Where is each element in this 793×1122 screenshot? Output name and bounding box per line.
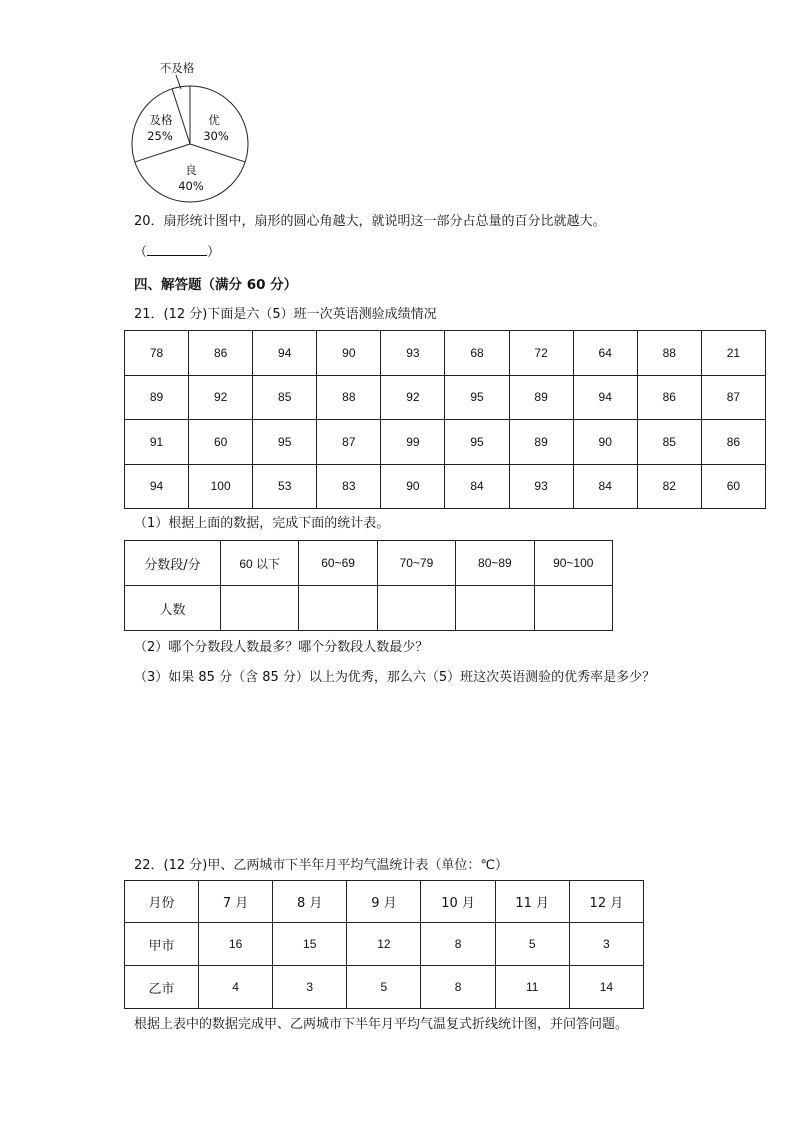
score-cell: 86 <box>189 331 253 376</box>
stat-header-row <box>125 541 613 586</box>
score-cell: 64 <box>573 331 637 376</box>
temperature-header-cell: 7 月 <box>199 881 273 923</box>
temperature-row-jia <box>125 923 644 966</box>
pie-label-excellent: 优 <box>208 113 220 127</box>
temperature-cell: 3 <box>569 923 643 966</box>
score-cell: 68 <box>445 331 509 376</box>
score-cell: 60 <box>701 464 765 509</box>
score-cell: 72 <box>509 331 573 376</box>
section-4-title: 四、解答题（满分 60 分） <box>134 277 298 293</box>
score-cell: 90 <box>317 331 381 376</box>
score-cell: 89 <box>125 375 189 420</box>
stat-table <box>124 540 613 631</box>
score-cell: 89 <box>509 375 573 420</box>
scores-row <box>125 464 766 509</box>
score-cell: 92 <box>189 375 253 420</box>
score-cell: 84 <box>445 464 509 509</box>
score-cell: 89 <box>509 420 573 465</box>
score-cell: 99 <box>381 420 445 465</box>
scores-table <box>124 330 766 509</box>
score-cell: 86 <box>637 375 701 420</box>
score-cell: 95 <box>445 420 509 465</box>
temperature-header-cell: 9 月 <box>347 881 421 923</box>
q20-paren-right: ） <box>207 245 221 260</box>
score-cell: 78 <box>125 331 189 376</box>
temperature-cell: 4 <box>199 966 273 1009</box>
stat-header-cell: 分数段/分 <box>125 541 221 586</box>
q20-paren-left: （ <box>134 245 148 260</box>
score-cell: 85 <box>253 375 317 420</box>
score-cell: 93 <box>509 464 573 509</box>
pie-pct-pass: 25% <box>147 129 173 143</box>
temperature-city-cell: 乙市 <box>125 966 199 1009</box>
temperature-cell: 12 <box>347 923 421 966</box>
stat-answer-cell[interactable] <box>377 586 455 631</box>
score-cell: 88 <box>637 331 701 376</box>
temperature-table <box>124 880 644 1009</box>
score-cell: 84 <box>573 464 637 509</box>
temperature-cell: 5 <box>347 966 421 1009</box>
stat-header-cell: 70~79 <box>377 541 455 586</box>
temperature-cell: 14 <box>569 966 643 1009</box>
pie-label-fail: 不及格 <box>159 61 195 75</box>
temperature-cell: 8 <box>421 966 495 1009</box>
score-cell: 94 <box>253 331 317 376</box>
score-cell: 83 <box>317 464 381 509</box>
q20-answer-blank <box>134 243 220 262</box>
score-cell: 87 <box>701 375 765 420</box>
temperature-header-cell: 8 月 <box>273 881 347 923</box>
q20-blank-line[interactable] <box>147 243 207 256</box>
score-cell: 87 <box>317 420 381 465</box>
score-cell: 21 <box>701 331 765 376</box>
pie-chart <box>120 55 260 205</box>
pie-label-good: 良 <box>185 163 197 177</box>
score-cell: 94 <box>125 464 189 509</box>
temperature-cell: 11 <box>495 966 569 1009</box>
score-cell: 91 <box>125 420 189 465</box>
score-cell: 93 <box>381 331 445 376</box>
temperature-cell: 5 <box>495 923 569 966</box>
pie-pct-good: 40% <box>178 179 204 193</box>
temperature-row-yi <box>125 966 644 1009</box>
temperature-cell: 8 <box>421 923 495 966</box>
q20-statement: 20．扇形统计图中，扇形的圆心角越大，就说明这一部分占总量的百分比就越大。 <box>134 214 606 229</box>
score-cell: 88 <box>317 375 381 420</box>
stat-row-label: 人数 <box>125 586 221 631</box>
temperature-header-cell: 10 月 <box>421 881 495 923</box>
score-cell: 100 <box>189 464 253 509</box>
q22-instruction: 根据上表中的数据完成甲、乙两城市下半年月平均气温复式折线统计图，并问答问题。 <box>134 1017 629 1032</box>
stat-header-cell: 80~89 <box>456 541 534 586</box>
pie-pct-excellent: 30% <box>203 129 229 143</box>
stat-answer-cell[interactable] <box>456 586 534 631</box>
score-cell: 85 <box>637 420 701 465</box>
temperature-cell: 15 <box>273 923 347 966</box>
q22-title: 22．(12 分)甲、乙两城市下半年月平均气温统计表（单位：℃） <box>134 858 508 873</box>
score-cell: 94 <box>573 375 637 420</box>
stat-answer-cell[interactable] <box>299 586 377 631</box>
pie-label-pass: 及格 <box>149 113 173 127</box>
score-cell: 90 <box>573 420 637 465</box>
stat-answer-cell[interactable] <box>221 586 299 631</box>
stat-answer-cell[interactable] <box>534 586 612 631</box>
stat-header-cell: 90~100 <box>534 541 612 586</box>
temperature-header-cell: 12 月 <box>569 881 643 923</box>
score-cell: 86 <box>701 420 765 465</box>
score-cell: 92 <box>381 375 445 420</box>
score-cell: 82 <box>637 464 701 509</box>
stat-header-cell: 60 以下 <box>221 541 299 586</box>
temperature-cell: 3 <box>273 966 347 1009</box>
temperature-city-cell: 甲市 <box>125 923 199 966</box>
scores-row <box>125 375 766 420</box>
score-cell: 53 <box>253 464 317 509</box>
score-cell: 95 <box>253 420 317 465</box>
temperature-header-cell: 月份 <box>125 881 199 923</box>
q21-sub1: （1）根据上面的数据，完成下面的统计表。 <box>134 516 390 531</box>
q21-sub3: （3）如果 85 分（含 85 分）以上为优秀，那么六（5）班这次英语测验的优秀率是多少？ <box>134 670 656 685</box>
score-cell: 95 <box>445 375 509 420</box>
temperature-header-cell: 11 月 <box>495 881 569 923</box>
score-cell: 60 <box>189 420 253 465</box>
stat-header-cell: 60~69 <box>299 541 377 586</box>
temperature-cell: 16 <box>199 923 273 966</box>
q21-title: 21．(12 分)下面是六（5）班一次英语测验成绩情况 <box>134 307 437 322</box>
scores-row <box>125 420 766 465</box>
score-cell: 90 <box>381 464 445 509</box>
stat-count-row <box>125 586 613 631</box>
scores-row <box>125 331 766 376</box>
temperature-header-row <box>125 881 644 923</box>
q21-sub2: （2）哪个分数段人数最多？哪个分数段人数最少？ <box>134 640 429 655</box>
